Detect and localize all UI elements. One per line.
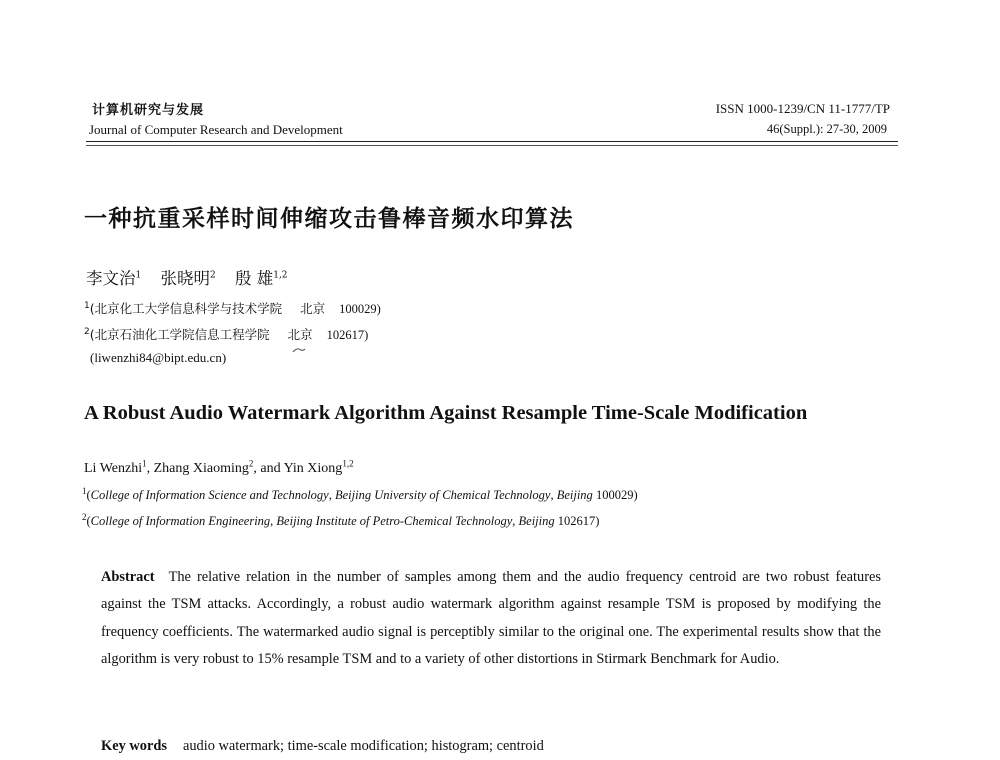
- abstract-text: The relative relation in the number of samples among them and the audio frequency centroid are two robust features against the TSM attacks. Accordingly, a robust audio watermark algorithm against resample TSM is proposed by modifying the frequency coefficients. The watermarked audio signal is perceptibly similar to the original one. The experimental results show that the algorithm is very robust to 15% resample TSM and to a variety of other distortions in Stirmark Benchmark for Audio.: [101, 569, 881, 667]
- paper-title-en: A Robust Audio Watermark Algorithm Against Resample Time-Scale Modification: [84, 402, 808, 424]
- affiliation-cn-1: $^1$(北京化工大学信息科学与技术学院 北京 100029): [84, 300, 381, 316]
- author-en: Yin Xiong$^{1,2}$: [283, 458, 354, 476]
- volume-line: 46(Suppl.): 27-30, 2009: [766, 122, 887, 136]
- keywords-text: audio watermark; time-scale modification; histogram; centroid: [182, 738, 544, 754]
- author-email: (liwenzhi84@bipt.edu.cn): [90, 350, 227, 365]
- abstract: [101, 564, 881, 673]
- author-cn: 张晓明$^2$: [160, 269, 216, 288]
- affiliation-cn-2: $^2$(北京石油化工学院信息工程学院 北京 102617): [84, 326, 369, 342]
- keywords-label: Key words: [101, 738, 167, 754]
- scan-artifact: [292, 346, 306, 354]
- header-rule: [86, 141, 898, 142]
- author-en: Li Wenzhi$^1$: [84, 458, 147, 476]
- journal-title-en: Journal of Computer Research and Development: [89, 122, 343, 137]
- journal-title-cn: 计算机研究与发展: [92, 103, 205, 118]
- abstract-label: Abstract: [101, 569, 155, 585]
- keywords: [101, 738, 544, 755]
- author-en: Zhang Xiaoming$^2$: [153, 458, 254, 476]
- author-list-cn: [86, 265, 302, 289]
- author-cn: 殷 雄$^{1,2}$: [234, 269, 288, 288]
- affiliation-en-1: $^1$(College of Information Science and Technology, Beijing University of Chemical Technology, Beijing 100029): [82, 485, 638, 502]
- issn-line: ISSN 1000-1239/CN 11-1777/TP: [715, 101, 890, 116]
- header-rule-secondary: [86, 145, 898, 146]
- author-list-en: Li Wenzhi$^1$, Zhang Xiaoming$^2$, and Yin Xiong$^{1,2}$: [84, 458, 354, 476]
- affiliation-en-2: $^2$(College of Information Engineering, Beijing Institute of Petro-Chemical Technology, Beijing 102617): [82, 511, 600, 528]
- author-cn: 李文治$^1$: [86, 269, 142, 288]
- paper-title-cn: 一种抗重采样时间伸缩攻击鲁棒音频水印算法: [84, 206, 574, 232]
